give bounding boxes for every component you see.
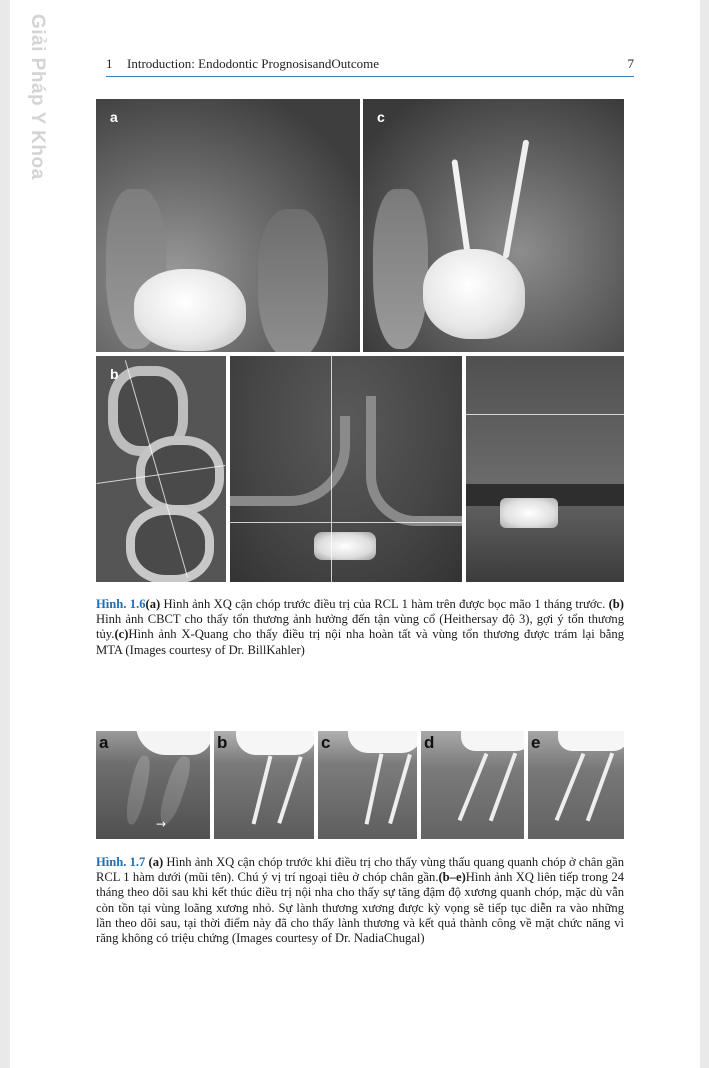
figure-label: Hình. 1.7 xyxy=(96,855,146,869)
watermark: Giải Pháp Y Khoa xyxy=(27,14,48,180)
figure-label: Hình. 1.6 xyxy=(96,597,146,611)
caption-text: Hình ảnh CBCT cho thấy tổn thương ảnh hưởng đến tận vùng cổ (Heithersay độ 3), gợi ý tổn thương tủy. xyxy=(96,612,624,642)
caption-text: Hình ảnh XQ liên tiếp trong 24 tháng theo dõi sau khi kết thúc điều trị nội nha cho thấy sự tăng đậm độ xương quanh chóp, mặc dù vẫn còn tồn tại vùng loãng xương nhỏ. Sự lành thương xương được kỳ vọng sẽ tiếp tục diễn ra vào những lần theo dõi sau, tại thời điểm này đã cho thấy lành thương và kết quả thành công về mặt chức năng vì răng không có triệu chứng (Images courtesy of Dr. NadiaChugal) xyxy=(96,870,624,946)
caption-ref: (a) xyxy=(148,855,164,869)
crown-shape xyxy=(558,731,624,751)
xray-strip-d xyxy=(421,731,524,839)
figure-caption-1-7 xyxy=(96,855,624,946)
root-shape xyxy=(373,189,428,349)
root-shape xyxy=(156,754,195,826)
panel-label-c: c xyxy=(377,109,385,125)
caption-ref: (b) xyxy=(608,597,624,611)
root-filling xyxy=(586,752,614,821)
strip-label-b: b xyxy=(217,733,228,752)
strip-label-a: a xyxy=(99,733,109,752)
crown-shape xyxy=(136,731,210,755)
crosshair-horizontal xyxy=(466,414,624,415)
root-filling xyxy=(388,754,412,824)
caption-ref: (b–e) xyxy=(438,870,466,885)
crown-shape xyxy=(423,249,525,339)
root-filling xyxy=(277,756,302,824)
caption-text: Hình ảnh X-Quang cho thấy điều trị nội nha hoàn tất và vùng tổn thương được trám lại bằng MTA (Images courtesy of Dr. BillKahler) xyxy=(96,627,624,657)
bone-outline xyxy=(230,416,350,506)
chapter-title: Introduction: Endodontic PrognosisandOutcome xyxy=(127,56,380,71)
cbct-panel-b-axial xyxy=(466,356,624,582)
crown-shape xyxy=(134,269,246,351)
caption-ref: (c) xyxy=(114,627,129,642)
restoration-bright xyxy=(500,498,558,528)
root-filling xyxy=(365,753,384,824)
crosshair-horizontal xyxy=(230,522,462,523)
restoration-bright xyxy=(314,532,376,560)
header-rule xyxy=(106,76,634,77)
xray-panel-c xyxy=(363,99,624,352)
cbct-panel-b-sagittal xyxy=(96,356,226,582)
strip-label-e: e xyxy=(531,733,541,752)
xray-strip-e xyxy=(528,731,624,839)
crown-shape xyxy=(236,731,314,755)
xray-panel-a xyxy=(96,99,360,352)
arrow-indicator: → xyxy=(156,817,167,831)
root-shape xyxy=(258,209,328,352)
root-filling xyxy=(503,139,530,258)
strip-label-d: d xyxy=(424,733,435,752)
panel-label-a: a xyxy=(110,109,118,125)
cbct-panel-b-coronal xyxy=(230,356,462,582)
bone-outline xyxy=(366,396,462,526)
caption-text: Hình ảnh XQ cận chóp trước khi điều trị cho thấy vùng thấu quang quanh chóp ở chân gần RCL 1 hàm dưới (mũi tên). Chú ý vị trí ngoại tiêu ở chóp chân gần. xyxy=(96,855,624,885)
strip-label-c: c xyxy=(321,733,331,752)
root-filling xyxy=(252,756,273,825)
root-filling xyxy=(458,753,489,821)
crosshair-vertical xyxy=(331,356,332,582)
xray-strip-a xyxy=(96,731,210,839)
caption-text: Hình ảnh XQ cận chóp trước điều trị của RCL 1 hàm trên được bọc mão 1 tháng trước. xyxy=(160,597,609,611)
crown-shape xyxy=(348,731,417,753)
figure-caption-1-6 xyxy=(96,597,624,658)
caption-ref: (a) xyxy=(145,597,161,611)
running-header xyxy=(106,56,634,74)
root-filling xyxy=(555,753,586,821)
chapter-number: 1 xyxy=(106,56,113,71)
root-shape xyxy=(123,754,153,826)
panel-label-b: b xyxy=(110,366,119,382)
xray-strip-c xyxy=(318,731,417,839)
crown-shape xyxy=(461,731,524,751)
root-filling xyxy=(489,752,517,821)
xray-strip-b xyxy=(214,731,314,839)
page-number: 7 xyxy=(627,56,634,71)
